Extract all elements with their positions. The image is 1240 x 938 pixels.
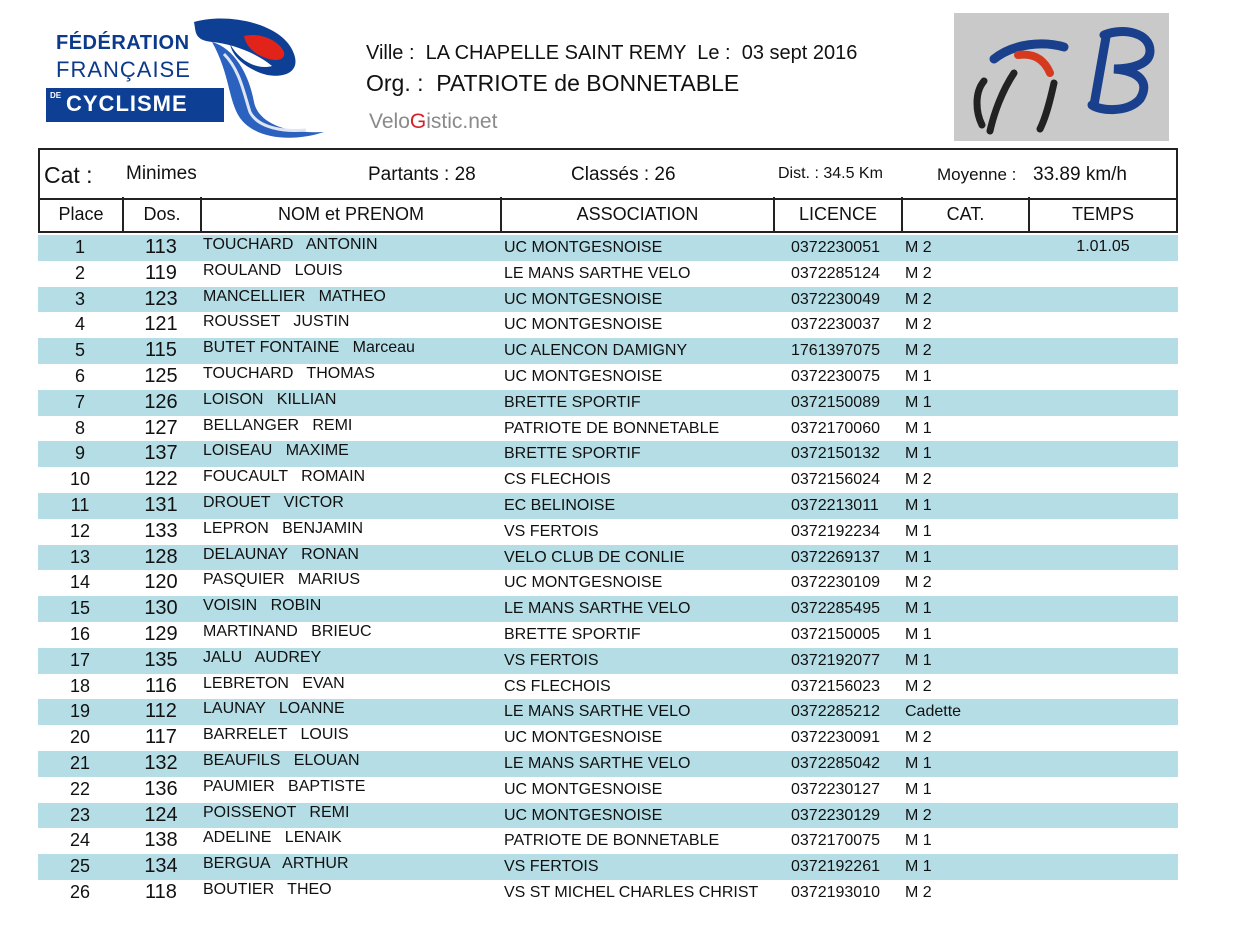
cell-category: M 1: [905, 548, 932, 566]
cell-association: UC MONTGESNOISE: [504, 290, 663, 308]
cell-licence: 0372285212: [791, 703, 880, 721]
results-table-body: [38, 235, 1178, 906]
cell-association: UC MONTGESNOISE: [504, 780, 663, 798]
cell-place: 20: [69, 727, 91, 748]
cell-place: 10: [69, 469, 91, 490]
cell-category: M 2: [905, 264, 932, 282]
average-speed-value: 33.89 km/h: [1033, 164, 1127, 185]
category-label: Cat :: [44, 162, 93, 188]
cell-name: LOISEAU MAXIME: [203, 442, 349, 460]
cell-association: CS FLECHOIS: [504, 471, 611, 489]
cell-association: UC MONTGESNOISE: [504, 367, 663, 385]
cell-category: M 1: [905, 625, 932, 643]
cell-licence: 0372193010: [791, 883, 880, 901]
cell-place: 6: [74, 365, 85, 386]
cell-bib: 132: [144, 751, 178, 774]
cell-licence: 0372285495: [791, 600, 880, 618]
cell-name: TOUCHARD THOMAS: [203, 364, 375, 382]
cell-category: M 1: [905, 858, 932, 876]
cell-place: 19: [69, 701, 91, 722]
column-header-name: NOM et PRENOM: [202, 197, 502, 231]
cell-association: UC MONTGESNOISE: [504, 316, 663, 334]
cell-association: PATRIOTE DE BONNETABLE: [504, 832, 720, 850]
cell-category: M 1: [905, 496, 932, 514]
cell-name: LEBRETON EVAN: [203, 674, 345, 692]
cell-place: 13: [69, 546, 91, 567]
cell-category: M 2: [905, 239, 932, 256]
cell-place: 26: [69, 881, 91, 902]
event-location-date: Ville : LA CHAPELLE SAINT REMY Le : 03 sept 2016: [366, 42, 858, 64]
results-table-header: [38, 197, 1178, 233]
brand-part-g: G: [409, 110, 427, 133]
cell-licence: 0372230051: [791, 239, 880, 256]
velogistic-brand: [369, 110, 497, 134]
cell-category: M 2: [905, 290, 932, 308]
cell-category: M 1: [905, 600, 932, 618]
logo-prefix-de: DE: [50, 91, 62, 100]
cell-name: PAUMIER BAPTISTE: [203, 777, 366, 795]
cell-bib: 128: [144, 545, 178, 568]
cell-name: BOUTIER THEO: [203, 880, 332, 898]
cell-place: 25: [69, 856, 91, 877]
cell-licence: 0372230037: [791, 316, 880, 334]
cell-licence: 0372156024: [791, 471, 880, 489]
cell-bib: 134: [144, 855, 178, 878]
cell-bib: 136: [144, 777, 178, 800]
cell-licence: 0372150089: [791, 393, 880, 411]
cell-place: 21: [69, 752, 91, 773]
cell-name: FOUCAULT ROMAIN: [203, 468, 366, 486]
cell-name: DROUET VICTOR: [203, 493, 344, 511]
cell-bib: 119: [145, 261, 177, 284]
cell-bib: 118: [145, 880, 177, 903]
cell-place: 3: [74, 288, 85, 309]
cell-association: LE MANS SARTHE VELO: [504, 703, 691, 721]
cell-bib: 113: [145, 236, 177, 258]
cell-bib: 116: [145, 674, 177, 697]
cell-association: LE MANS SARTHE VELO: [504, 600, 691, 618]
cell-association: UC MONTGESNOISE: [504, 729, 663, 747]
cell-place: 11: [70, 494, 90, 515]
cell-licence: 0372150132: [791, 445, 880, 463]
cell-association: BRETTE SPORTIF: [504, 393, 641, 411]
race-distance: Dist. : 34.5 Km: [778, 165, 883, 182]
cell-licence: 0372156023: [791, 677, 880, 695]
cell-bib: 124: [144, 803, 178, 826]
cell-place: 14: [69, 572, 91, 593]
cell-category: M 1: [905, 367, 932, 385]
cell-name: LEPRON BENJAMIN: [203, 519, 364, 537]
cell-licence: 0372192261: [791, 858, 880, 876]
race-info-bar: [38, 148, 1178, 200]
cell-name: BARRELET LOUIS: [203, 726, 349, 744]
cell-category: M 2: [905, 677, 932, 695]
cell-bib: 127: [144, 416, 178, 439]
cell-licence: 0372230075: [791, 367, 880, 385]
starters-count: Partants : 28: [368, 164, 476, 185]
cell-bib: 126: [144, 390, 178, 413]
cell-association: VS FERTOIS: [504, 858, 599, 876]
column-header-category: CAT.: [903, 197, 1030, 231]
cell-association: BRETTE SPORTIF: [504, 445, 641, 463]
cell-association: UC MONTGESNOISE: [504, 574, 663, 592]
average-speed-label: Moyenne :: [937, 165, 1017, 184]
cell-category: M 1: [905, 522, 932, 540]
cell-place: 8: [74, 417, 85, 438]
cell-category: Cadette: [905, 703, 962, 721]
cell-bib: 117: [145, 726, 177, 749]
cell-association: UC MONTGESNOISE: [504, 806, 663, 824]
brand-part-b: istic.net: [426, 110, 498, 133]
cell-association: UC ALENCON DAMIGNY: [504, 342, 688, 360]
cell-name: BUTET FONTAINE Marceau: [203, 339, 415, 357]
event-organizer: Org. : PATRIOTE de BONNETABLE: [366, 70, 740, 96]
cell-place: 23: [69, 804, 91, 825]
cell-licence: 0372192234: [791, 522, 880, 540]
cell-name: BEAUFILS ELOUAN: [203, 751, 360, 769]
cell-name: ADELINE LENAIK: [203, 829, 342, 847]
cell-place: 15: [69, 598, 91, 619]
cell-name: POISSENOT REMI: [203, 803, 350, 821]
cell-bib: 115: [145, 339, 177, 362]
cell-licence: 0372170075: [791, 832, 880, 850]
cell-category: M 1: [905, 651, 932, 669]
cell-licence: 0372230129: [791, 806, 880, 824]
club-logo-icon: [954, 13, 1169, 141]
cell-place: 7: [74, 391, 85, 412]
cell-bib: 125: [144, 364, 178, 387]
cell-bib: 131: [144, 493, 178, 516]
cell-category: M 2: [905, 806, 932, 824]
category-value: Minimes: [126, 163, 197, 184]
cell-place: 1: [74, 237, 85, 257]
cell-place: 18: [69, 675, 91, 696]
cell-category: M 1: [905, 393, 932, 411]
cell-bib: 120: [144, 571, 178, 594]
cell-name: BERGUA ARTHUR: [203, 855, 349, 873]
cell-licence: 0372269137: [791, 548, 880, 566]
cell-association: VS ST MICHEL CHARLES CHRIST: [504, 883, 759, 901]
cell-place: 2: [74, 262, 85, 283]
cell-licence: 0372230127: [791, 780, 880, 798]
classified-count: Classés : 26: [571, 164, 676, 185]
cell-licence: 0372285042: [791, 754, 880, 772]
cell-association: LE MANS SARTHE VELO: [504, 264, 691, 282]
cell-bib: 121: [144, 313, 178, 336]
cell-place: 17: [69, 649, 91, 670]
cell-name: LAUNAY LOANNE: [203, 700, 345, 718]
cell-name: ROULAND LOUIS: [203, 261, 343, 279]
cell-category: M 1: [905, 754, 932, 772]
cell-association: EC BELINOISE: [504, 496, 616, 514]
cell-name: PASQUIER MARIUS: [203, 571, 361, 589]
cell-licence: 0372150005: [791, 625, 880, 643]
cell-association: LE MANS SARTHE VELO: [504, 754, 691, 772]
cell-place: 22: [69, 778, 91, 799]
cell-bib: 130: [144, 597, 178, 620]
cell-bib: 122: [144, 468, 178, 491]
cell-bib: 137: [144, 442, 178, 465]
column-header-time: TEMPS: [1071, 203, 1134, 224]
cell-place: 5: [74, 340, 85, 361]
cell-bib: 138: [144, 829, 178, 852]
cell-name: JALU AUDREY: [203, 648, 322, 666]
cell-licence: 0372230109: [791, 574, 880, 592]
cell-name: TOUCHARD ANTONIN: [203, 236, 378, 253]
cell-place: 12: [69, 520, 91, 541]
column-header-place: Place: [40, 197, 124, 231]
cell-name: ROUSSET JUSTIN: [203, 313, 350, 331]
cell-bib: 129: [144, 622, 178, 645]
logo-line-francaise: FRANÇAISE: [56, 57, 191, 82]
cell-name: MARTINAND BRIEUC: [203, 622, 372, 640]
cell-association: VELO CLUB DE CONLIE: [504, 548, 685, 566]
cell-licence: 0372192077: [791, 651, 880, 669]
cell-licence: 0372285124: [791, 264, 880, 282]
cell-category: M 2: [905, 471, 932, 489]
club-logo: [954, 13, 1169, 141]
ffc-logo: [44, 14, 329, 142]
cell-name: MANCELLIER MATHEO: [203, 287, 386, 305]
cell-category: M 2: [905, 316, 932, 334]
cell-licence: 0372230049: [791, 290, 880, 308]
cell-licence: 0372170060: [791, 419, 880, 437]
cell-category: M 1: [905, 832, 932, 850]
logo-line-cyclisme: CYCLISME: [66, 91, 188, 116]
cell-category: M 1: [905, 780, 932, 798]
cell-name: BELLANGER REMI: [203, 416, 353, 434]
cell-bib: 133: [144, 519, 178, 542]
cell-category: M 2: [905, 729, 932, 747]
cell-place: 16: [69, 623, 91, 644]
column-header-association: ASSOCIATION: [502, 197, 775, 231]
cell-association: BRETTE SPORTIF: [504, 625, 641, 643]
column-header-licence: LICENCE: [775, 197, 903, 231]
logo-line-federation: FÉDÉRATION: [56, 32, 190, 54]
cell-category: M 2: [905, 883, 932, 901]
cell-category: M 1: [905, 445, 932, 463]
cell-association: VS FERTOIS: [504, 522, 599, 540]
cell-association: VS FERTOIS: [504, 651, 599, 669]
cell-category: M 2: [905, 574, 932, 592]
brand-part-a: Velo: [369, 110, 410, 133]
table-row: [38, 880, 1178, 906]
cell-licence: 0372230091: [791, 729, 880, 747]
cell-category: M 1: [905, 419, 932, 437]
cell-category: M 2: [905, 342, 932, 360]
cell-association: PATRIOTE DE BONNETABLE: [504, 419, 720, 437]
cell-licence: 1761397075: [791, 342, 880, 360]
cell-association: CS FLECHOIS: [504, 677, 611, 695]
cell-place: 4: [74, 314, 85, 335]
cell-bib: 123: [144, 287, 178, 310]
cell-time: 1.01.05: [1076, 238, 1130, 255]
cell-bib: 112: [145, 700, 177, 723]
cell-place: 9: [74, 443, 85, 464]
cell-name: DELAUNAY RONAN: [203, 545, 359, 563]
cell-licence: 0372213011: [791, 496, 879, 514]
cell-place: 24: [69, 830, 91, 851]
column-header-bib: Dos.: [124, 197, 202, 231]
cell-name: LOISON KILLIAN: [203, 390, 337, 408]
cell-association: UC MONTGESNOISE: [504, 239, 663, 256]
cell-bib: 135: [144, 648, 178, 671]
cell-name: VOISIN ROBIN: [203, 597, 322, 615]
